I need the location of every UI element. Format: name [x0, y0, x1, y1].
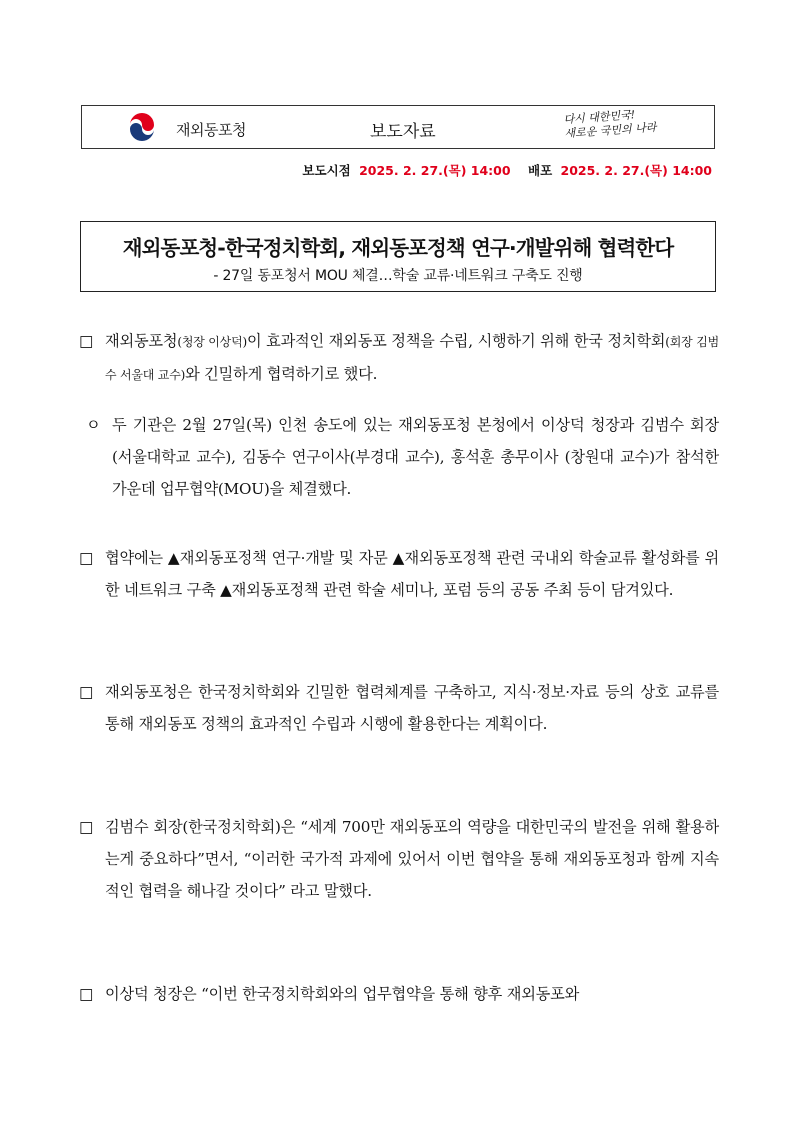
paragraph-4 — [79, 676, 719, 740]
paragraph-text: 두 기관은 2월 27일(목) 인천 송도에 있는 재외동포청 본청에서 이상덕 청장과 김범수 회장(서울대학교 교수), 김동수 연구이사(부경대 교수), 홍석훈 총무이사 (창원대 교수)가 참석한 가운데 업무협약(MOU)을 체결했다. — [112, 416, 719, 498]
report-date: 2025. 2. 27.(목) 14:00 — [359, 163, 511, 178]
paragraph-1 — [79, 325, 719, 391]
slogan-line-1: 다시 대한민국! — [563, 108, 636, 127]
paragraph-marker: □ — [79, 818, 94, 836]
page-title: 재외동포청-한국정치학회, 재외동포정책 연구·개발위해 협력한다 — [122, 236, 674, 260]
paragraph-6 — [79, 978, 719, 1010]
slogan — [563, 107, 657, 141]
paragraph-marker: ㅇ — [86, 416, 101, 434]
paragraph-text: 재외동포청은 한국정치학회와 긴밀한 협력체계를 구축하고, 지식·정보·자료 등의 상호 교류를 통해 재외동포 정책의 효과적인 수립과 시행에 활용한다는 계획이다. — [105, 683, 719, 733]
paragraph-marker: □ — [79, 549, 94, 567]
paragraph-text: 이상덕 청장은 “이번 한국정치학회와의 업무협약을 통해 향후 재외동포와 — [105, 985, 580, 1003]
paragraph-marker: □ — [79, 683, 94, 701]
paragraph-3 — [79, 542, 719, 606]
report-label: 보도시점 — [302, 163, 351, 178]
slogan-line-2: 새로운 국민의 나라 — [564, 120, 657, 141]
paragraph-marker: □ — [79, 332, 94, 350]
paragraph-text: 협약에는 ▲재외동포정책 연구·개발 및 자문 ▲재외동포정책 관련 국내외 학술교류 활성화를 위한 네트워크 구축 ▲재외동포정책 관련 학술 세미나, 포럼 등의 공동 주최 등이 담겨있다. — [105, 549, 719, 599]
government-logo-icon — [127, 112, 157, 142]
page-subtitle: - 27일 동포청서 MOU 체결…학술 교류·네트워크 구축도 진행 — [213, 268, 583, 284]
distribute-date: 2025. 2. 27.(목) 14:00 — [560, 163, 712, 178]
paragraph-2 — [86, 409, 719, 505]
header-box — [81, 105, 715, 149]
distribute-label: 배포 — [528, 163, 553, 178]
paragraph-text: 김범수 회장(한국정치학회)은 “세계 700만 재외동포의 역량을 대한민국의 발전을 위해 활용하는게 중요하다”면서, “이러한 국가적 과제에 있어서 이번 협약을 통해 재외동포청과 함께 지속적인 협력을 해나갈 것이다” 라고 말했다. — [105, 818, 719, 900]
title-box — [80, 221, 716, 292]
doc-type-label: 보도자료 — [370, 122, 436, 142]
paragraph-5 — [79, 811, 719, 907]
agency-name: 재외동포청 — [176, 121, 246, 139]
release-info — [0, 161, 712, 179]
paragraph-marker: □ — [79, 985, 94, 1003]
paragraph-text: 재외동포청(청장 이상덕)이 효과적인 재외동포 정책을 수립, 시행하기 위해 한국 정치학회(회장 김범수 서울대 교수)와 긴밀하게 협력하기로 했다. — [105, 332, 719, 383]
